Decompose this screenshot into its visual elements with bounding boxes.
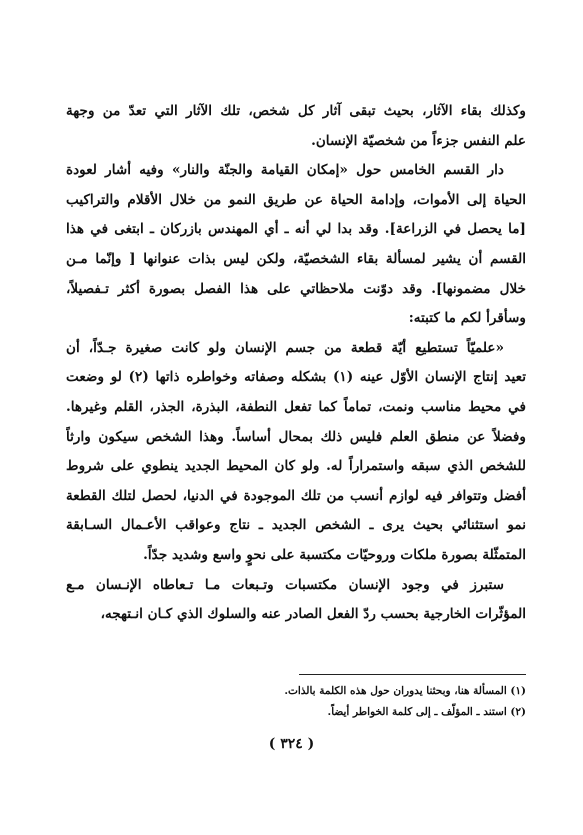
text-line: للشخص الذي سبقه واستمراراً له. ولو كان المحيط الجديد ينطوي على شروط	[66, 458, 526, 475]
text-line: المتمثّلة بصورة ملكات وروحيّات مكتسبة على نحوٍ واسع وشديد جدّاً.	[143, 546, 526, 563]
text-line: خلال مضمونها]. وقد دوّنت ملاحظاتي على هذا الفصل بصورة أكثر تـفصيلاً،	[66, 280, 526, 297]
text-line: وفضلاً عن منطق العلم فليس ذلك بمحال أساساً. وهذا الشخص سيكون وارثاً	[66, 428, 526, 445]
text-line: وكذلك بقاء الآثار، بحيث تبقى آثار كل شخص، تلك الآثار التي تعدّ من وجهة	[66, 103, 526, 119]
text-line: القسم أن يشير لمسألة بقاء الشخصيّة، ولكن ليس بذات عنوانها [ وإنّما مـن	[66, 250, 526, 267]
text-line: علم النفس جزءاً من شخصيّة الإنسان.	[311, 132, 526, 149]
text-line: [ما يحصل في الزراعة]. وقد بدا لي أنه ـ أي المهندس بازركان ـ ابتغى في هذا	[66, 221, 526, 238]
body-text	[66, 97, 526, 630]
text-line: الحياة إلى الأموات، وإدامة الحياة عن طريق النمو من خلال الأقلام والتراكيب	[66, 191, 526, 208]
page-number: ( ٣٢٤ )	[268, 736, 315, 752]
text-line: «علميّاً تستطيع أيّة قطعة من جسم الإنسان ولو كانت صغيرة جـدّاً، أن	[66, 339, 504, 356]
footnote-2: (٢) استند ـ المؤلّف ـ إلى كلمة الخواطر أيضاً.	[327, 706, 526, 718]
text-line: وسأقرأ لكم ما كتبته:	[408, 310, 526, 327]
text-line: أفضل وتتوافر فيه لوازم أنسب من تلك الموجودة في الدنيا، لحصل لتلك القطعة	[66, 487, 526, 504]
text-line: في محيط مناسب ونمت، تماماً كما تفعل النطفة، البذرة، الجذر، القلم وغيرها.	[66, 398, 526, 415]
footnotes	[66, 681, 526, 723]
footnote-1: (١) المسألة هنا، وبحثنا يدوران حول هذه الكلمة بالذات.	[284, 685, 526, 697]
text-line: دار القسم الخامس حول «إمكان القيامة والجنّة والنار» وفيه أشار لعودة	[66, 162, 504, 179]
text-line: المؤثّرات الخارجية بحسب ردّ الفعل الصادر عنه والسلوك الذي كـان انـتهجه،	[100, 606, 526, 623]
footnote-separator	[299, 674, 526, 675]
text-line: ستبرز في وجود الإنسان مكتسبات وتـبعات مـا تـعاطاه الإنـسان مـع	[66, 576, 504, 593]
text-line: نمو استثنائي بحيث يرى ـ الشخص الجديد ـ نتاج وعواقب الأعـمال السـابقة	[66, 517, 526, 534]
text-line: تعيد إنتاج الإنسان الأوّل عينه (١) بشكله وصفاته وخواطره ذاتها (٢) لو وضعت	[66, 369, 526, 386]
